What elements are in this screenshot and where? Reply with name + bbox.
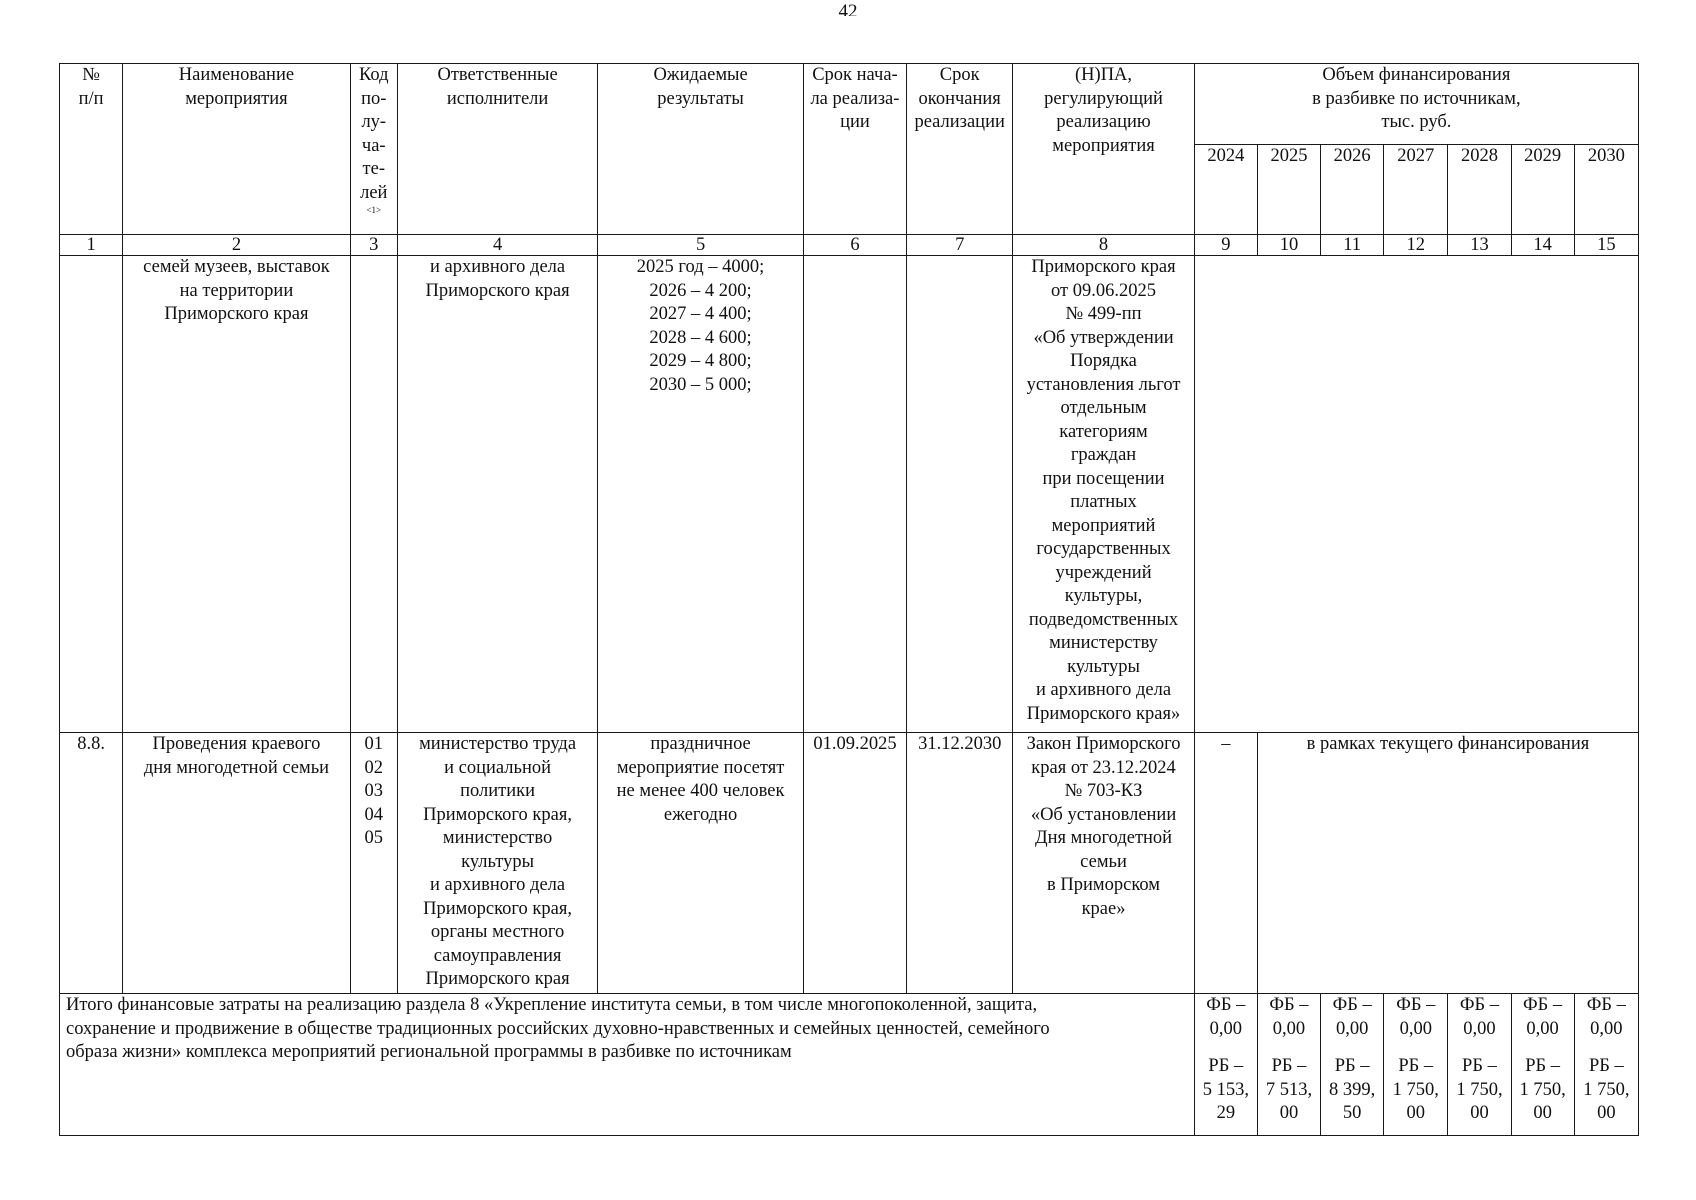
- total-fb: ФБ – 0,00: [1206, 995, 1246, 1039]
- header-executors: Ответственные исполнители: [397, 64, 597, 235]
- header-year-2030: 2030: [1574, 145, 1638, 235]
- column-number: 11: [1321, 235, 1384, 256]
- total-2027: [1384, 994, 1448, 1136]
- column-numbers-row: [60, 235, 1639, 256]
- header-year-2026: 2026: [1321, 145, 1384, 235]
- header-funding: Объем финансирования в разбивке по источникам, тыс. руб.: [1194, 64, 1638, 145]
- cell-end-date: [907, 256, 1013, 733]
- total-rb: РБ – 7 513, 00: [1265, 1056, 1313, 1123]
- column-number: 9: [1194, 235, 1257, 256]
- total-fb: ФБ – 0,00: [1459, 995, 1500, 1039]
- activities-table: [59, 63, 1639, 1136]
- cell-end-date: 31.12.2030: [907, 733, 1013, 994]
- table-row-continued: [60, 256, 1639, 733]
- table-row-8-8: [60, 733, 1639, 994]
- header-year-2027: 2027: [1384, 145, 1448, 235]
- cell-funding: [1194, 256, 1638, 733]
- header-recipient-codes: Код по- лу- ча- те- лей <1>: [350, 64, 397, 235]
- column-number: 7: [907, 235, 1013, 256]
- header-name: Наименование мероприятия: [123, 64, 351, 235]
- total-2025: [1257, 994, 1320, 1136]
- cell-start-date: [803, 256, 906, 733]
- total-fb: ФБ – 0,00: [1269, 995, 1309, 1039]
- header-year-2024: 2024: [1194, 145, 1257, 235]
- total-fb: ФБ – 0,00: [1523, 995, 1563, 1039]
- total-label: Итого финансовые затраты на реализацию раздела 8 «Укрепление института семьи, в том числе многопоколенной, защита, сохранение и продвижение в обществе традиционных российских духовно-нравственных и семейных ценностей, семейного образа жизни» комплекса мероприятий региональной программы в разбивке по источникам: [60, 994, 1195, 1136]
- header-year-2028: 2028: [1448, 145, 1511, 235]
- total-fb: ФБ – 0,00: [1396, 995, 1436, 1039]
- column-number: 14: [1511, 235, 1574, 256]
- column-number: 12: [1384, 235, 1448, 256]
- cell-npa: Закон Приморского края от 23.12.2024 № 703-КЗ «Об установлении Дня многодетной семьи в Приморском крае»: [1013, 733, 1194, 994]
- header-year-2029: 2029: [1511, 145, 1574, 235]
- cell-codes: 01 02 03 04 05: [350, 733, 397, 994]
- total-2026: [1321, 994, 1384, 1136]
- column-number: 8: [1013, 235, 1194, 256]
- header-footnote-mark: <1>: [366, 205, 382, 215]
- total-fb: ФБ – 0,00: [1586, 995, 1626, 1039]
- total-fb: ФБ – 0,00: [1332, 995, 1372, 1039]
- cell-name: Проведения краевого дня многодетной семьи: [123, 733, 351, 994]
- table-row-total: [60, 994, 1639, 1136]
- total-2024: [1194, 994, 1257, 1136]
- header-end-date: Срок окончания реализации: [907, 64, 1013, 235]
- cell-name: семей музеев, выставок на территории Приморского края: [123, 256, 351, 733]
- column-number: 4: [397, 235, 597, 256]
- column-number: 15: [1574, 235, 1638, 256]
- header-start-date: Срок нача- ла реализа- ции: [803, 64, 906, 235]
- column-number: 1: [60, 235, 123, 256]
- column-number: 13: [1448, 235, 1511, 256]
- total-rb: РБ – 5 153, 29: [1202, 1056, 1249, 1123]
- total-rb: РБ – 8 399, 50: [1329, 1056, 1376, 1123]
- cell-funding-2024: –: [1194, 733, 1257, 994]
- cell-npa: Приморского края от 09.06.2025 № 499-пп «Об утверждении Порядка установления льгот отдельным категориям граждан при посещении платных мероприятий государственных учреждений культуры, подведомственных министерству культуры и архивного дела Приморского края»: [1013, 256, 1194, 733]
- table-header-row: [60, 64, 1639, 145]
- cell-codes: [350, 256, 397, 733]
- column-number: 3: [350, 235, 397, 256]
- total-2028: [1448, 994, 1511, 1136]
- header-results: Ожидаемые результаты: [598, 64, 804, 235]
- cell-number: 8.8.: [60, 733, 123, 994]
- total-rb: РБ – 1 750, 00: [1519, 1056, 1566, 1123]
- cell-results: 2025 год – 4000; 2026 – 4 200; 2027 – 4 400; 2028 – 4 600; 2029 – 4 800; 2030 – 5 000;: [598, 256, 804, 733]
- cell-executors: и архивного дела Приморского края: [397, 256, 597, 733]
- total-2029: [1511, 994, 1574, 1136]
- header-npa: (Н)ПА, регулирующий реализацию мероприятия: [1013, 64, 1194, 235]
- cell-start-date: 01.09.2025: [803, 733, 906, 994]
- page-number: 42: [838, 2, 858, 16]
- header-number: № п/п: [60, 64, 123, 235]
- column-number: 2: [123, 235, 351, 256]
- total-rb: РБ – 1 750, 00: [1583, 1056, 1630, 1123]
- total-2030: [1574, 994, 1638, 1136]
- cell-number: [60, 256, 123, 733]
- cell-funding-2025-2030: в рамках текущего финансирования: [1257, 733, 1638, 994]
- cell-results: праздничное мероприятие посетят не менее 400 человек ежегодно: [598, 733, 804, 994]
- total-rb: РБ – 1 750, 00: [1392, 1056, 1439, 1123]
- column-number: 10: [1257, 235, 1320, 256]
- cell-executors: министерство труда и социальной политики Приморского края, министерство культуры и архивного дела Приморского края, органы местного самоуправления Приморского края: [397, 733, 597, 994]
- column-number: 6: [803, 235, 906, 256]
- column-number: 5: [598, 235, 804, 256]
- header-year-2025: 2025: [1257, 145, 1320, 235]
- total-rb: РБ – 1 750, 00: [1456, 1056, 1503, 1123]
